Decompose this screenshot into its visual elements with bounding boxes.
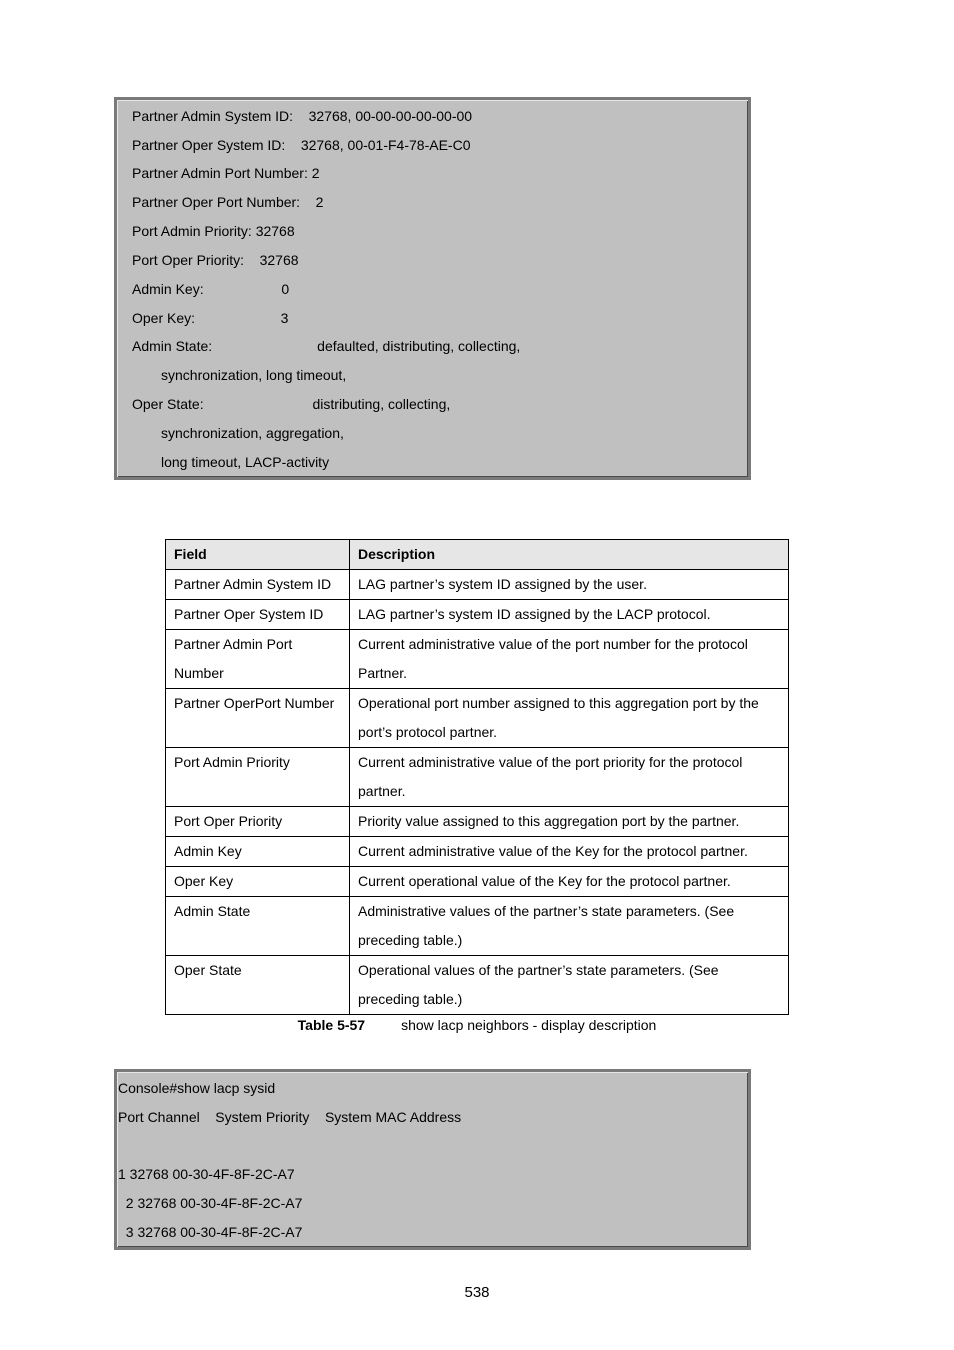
field-cell: Admin State: [166, 897, 350, 956]
console-line: synchronization, long timeout,: [161, 367, 347, 383]
table-caption-number: Table 5-57: [297, 1017, 366, 1033]
console-output-sysid: [114, 1069, 751, 1250]
table-row: [166, 748, 789, 807]
field-cell: Port Admin Priority: [166, 748, 350, 807]
description-cell: Current administrative value of the port priority for the protocol partner.: [350, 748, 789, 807]
console-line: long timeout, LACP-activity: [161, 454, 330, 470]
console-line: Partner Admin Port Number: 2: [132, 165, 320, 181]
table-row: [166, 630, 789, 689]
table-row: [166, 867, 789, 897]
table-row: [166, 956, 789, 1015]
table-row: [166, 897, 789, 956]
description-cell: Operational values of the partner’s state parameters. (See preceding table.): [350, 956, 789, 1015]
console-line: Oper State: distributing, collecting,: [132, 396, 451, 412]
console-line: Partner Admin System ID: 32768, 00-00-00-00-00-00: [132, 108, 473, 124]
field-cell: Admin Key: [166, 837, 350, 867]
table-row: [166, 837, 789, 867]
field-cell: Port Oper Priority: [166, 807, 350, 837]
console-line: Partner Oper System ID: 32768, 00-01-F4-78-AE-C0: [132, 137, 471, 153]
description-cell: Priority value assigned to this aggregation port by the partner.: [350, 807, 789, 837]
description-cell: LAG partner’s system ID assigned by the LACP protocol.: [350, 600, 789, 630]
table-caption-text: show lacp neighbors - display description: [401, 1017, 657, 1033]
console-line: 2 32768 00-30-4F-8F-2C-A7: [118, 1195, 303, 1211]
table-row: [166, 600, 789, 630]
field-cell: Partner Oper System ID: [166, 600, 350, 630]
table-row: [166, 689, 789, 748]
console-line: Admin Key: 0: [132, 281, 290, 297]
page-number: 538: [464, 1284, 490, 1301]
console-line: synchronization, aggregation,: [161, 425, 344, 441]
console-line: Port Channel System Priority System MAC Address: [118, 1109, 462, 1125]
description-cell: Current administrative value of the port number for the protocol Partner.: [350, 630, 789, 689]
field-cell: Partner Admin System ID: [166, 570, 350, 600]
console-line: Port Admin Priority: 32768: [132, 223, 295, 239]
console-line: Partner Oper Port Number: 2: [132, 194, 324, 210]
description-cell: Current operational value of the Key for the protocol partner.: [350, 867, 789, 897]
field-cell: Partner OperPort Number: [166, 689, 350, 748]
description-cell: Current administrative value of the Key for the protocol partner.: [350, 837, 789, 867]
console-line: 1 32768 00-30-4F-8F-2C-A7: [118, 1166, 295, 1182]
field-cell: Partner Admin Port Number: [166, 630, 350, 689]
description-cell: Administrative values of the partner’s state parameters. (See preceding table.): [350, 897, 789, 956]
description-cell: LAG partner’s system ID assigned by the user.: [350, 570, 789, 600]
column-header-description: Description: [350, 540, 789, 570]
column-header-field: Field: [166, 540, 350, 570]
console-line: Console#show lacp sysid: [118, 1080, 276, 1096]
console-line: Admin State: defaulted, distributing, collecting,: [132, 338, 521, 354]
console-line: 3 32768 00-30-4F-8F-2C-A7: [118, 1224, 303, 1240]
field-cell: Oper Key: [166, 867, 350, 897]
table-header-row: [166, 540, 789, 570]
field-cell: Oper State: [166, 956, 350, 1015]
description-cell: Operational port number assigned to this aggregation port by the port’s protocol partner.: [350, 689, 789, 748]
console-line: Port Oper Priority: 32768: [132, 252, 299, 268]
console-output-neighbors: [114, 97, 751, 480]
table-caption: [0, 1017, 954, 1033]
console-line: Oper Key: 3: [132, 310, 289, 326]
description-table: [165, 539, 789, 1015]
table-row: [166, 807, 789, 837]
table-row: [166, 570, 789, 600]
